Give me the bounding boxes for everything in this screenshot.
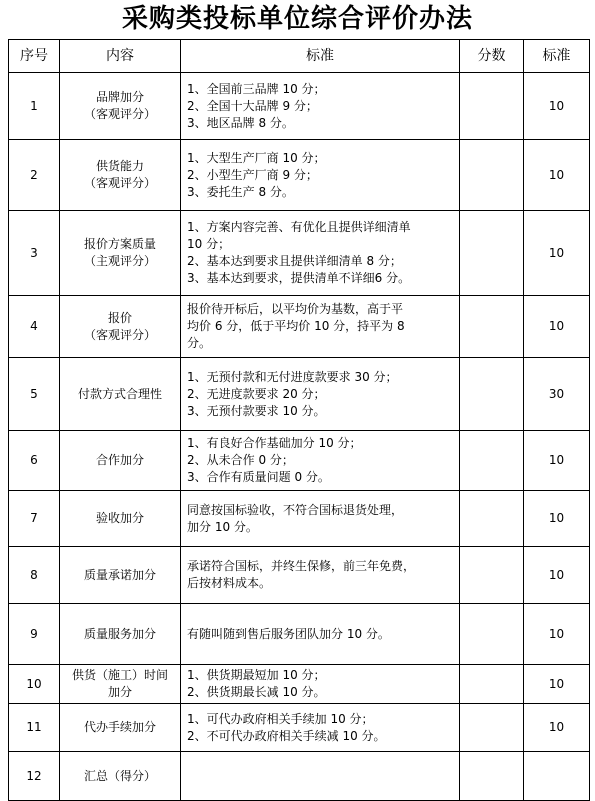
row-number: 3: [9, 211, 60, 296]
standard-line: 报价待开标后，以平均价为基数，高于平: [187, 302, 404, 316]
standard-line: 1、无预付款和无付进度款要求 30 分；: [187, 369, 398, 384]
score-cell[interactable]: [460, 752, 524, 801]
row-number: 5: [9, 358, 60, 431]
table-row: [9, 211, 590, 296]
max-score-cell: 10: [524, 491, 590, 547]
standard-line: 1、供货期最短加 10 分；: [187, 668, 326, 682]
row-number: 1: [9, 73, 60, 140]
standard-line: 承诺符合国标，并终生保修，前三年免费，: [187, 559, 416, 573]
row-content: [60, 491, 181, 547]
standard-line: 3、合作有质量问题 0 分。: [187, 470, 330, 484]
standard-line: 2、全国十大品牌 9 分；: [187, 98, 318, 113]
row-standard: [181, 140, 460, 211]
row-standard: [181, 547, 460, 604]
max-score-cell: 10: [524, 665, 590, 704]
row-content: [60, 604, 181, 665]
content-line: （客观评分）: [83, 176, 156, 190]
standard-line: 同意按国标验收，不符合国标退货处理，: [187, 502, 404, 517]
content-line: 报价方案质量: [83, 237, 156, 251]
max-score-cell: 10: [524, 211, 590, 296]
score-cell[interactable]: [460, 73, 524, 140]
row-number: 2: [9, 140, 60, 211]
score-cell[interactable]: [460, 547, 524, 604]
row-standard: [181, 296, 460, 358]
standard-line: 2、无进度款要求 20 分；: [187, 386, 326, 401]
standard-line: 加分 10 分。: [187, 519, 258, 534]
row-content: [60, 547, 181, 604]
max-score-cell: 10: [524, 604, 590, 665]
table-row: [9, 752, 590, 801]
standard-line: 1、全国前三品牌 10 分；: [187, 81, 326, 96]
header-content: 内容: [60, 40, 181, 73]
content-line: 品牌加分: [95, 90, 144, 104]
standard-line: 有随叫随到售后服务团队加分 10 分。: [187, 626, 390, 641]
row-number: 12: [9, 752, 60, 801]
score-cell[interactable]: [460, 211, 524, 296]
standard-line: 1、可代办政府相关手续加 10 分；: [187, 711, 374, 726]
table-row: [9, 73, 590, 140]
table-row: [9, 704, 590, 752]
table-row: [9, 604, 590, 665]
max-score-cell: 10: [524, 431, 590, 491]
row-content: [60, 358, 181, 431]
evaluation-table: [8, 39, 590, 801]
score-cell[interactable]: [460, 704, 524, 752]
content-line: 合作加分: [95, 453, 144, 467]
row-content: [60, 431, 181, 491]
row-number: 10: [9, 665, 60, 704]
row-standard: [181, 704, 460, 752]
row-number: 9: [9, 604, 60, 665]
standard-line: 10 分；: [187, 237, 231, 251]
standard-line: 3、无预付款要求 10 分。: [187, 403, 326, 418]
max-score-cell: [524, 752, 590, 801]
row-content: [60, 140, 181, 211]
score-cell[interactable]: [460, 296, 524, 358]
content-line: 加分: [107, 685, 132, 699]
row-number: 4: [9, 296, 60, 358]
row-number: 6: [9, 431, 60, 491]
header-max-score: 标准: [524, 40, 590, 73]
standard-line: 1、大型生产厂商 10 分；: [187, 150, 326, 165]
standard-line: 2、从未合作 0 分；: [187, 453, 294, 467]
row-standard: [181, 211, 460, 296]
table-row: [9, 491, 590, 547]
standard-line: 均价 6 分，低于平均价 10 分，持平为 8: [187, 319, 405, 333]
content-line: （主观评分）: [83, 254, 156, 268]
row-content: [60, 665, 181, 704]
standard-line: 3、委托生产 8 分。: [187, 184, 294, 199]
row-standard: [181, 752, 460, 801]
header-score: 分数: [460, 40, 524, 73]
row-content: [60, 296, 181, 358]
content-line: 付款方式合理性: [77, 386, 162, 401]
row-standard: [181, 431, 460, 491]
score-cell[interactable]: [460, 431, 524, 491]
row-standard: [181, 604, 460, 665]
content-line: 代办手续加分: [83, 720, 156, 734]
content-line: （客观评分）: [83, 107, 156, 121]
header-number: 序号: [9, 40, 60, 73]
score-cell[interactable]: [460, 358, 524, 431]
score-cell[interactable]: [460, 491, 524, 547]
max-score-cell: 10: [524, 704, 590, 752]
max-score-cell: 10: [524, 140, 590, 211]
standard-line: 3、基本达到要求，提供清单不详细6 分。: [187, 271, 411, 285]
content-line: 质量承诺加分: [83, 567, 156, 582]
max-score-cell: 10: [524, 296, 590, 358]
content-line: 验收加分: [95, 511, 144, 525]
table-row: [9, 140, 590, 211]
table-row: [9, 296, 590, 358]
standard-line: 1、有良好合作基础加分 10 分；: [187, 436, 362, 450]
row-number: 11: [9, 704, 60, 752]
standard-line: 2、不可代办政府相关手续减 10 分。: [187, 728, 386, 743]
standard-line: 2、小型生产厂商 9 分；: [187, 167, 318, 182]
standard-line: 分。: [187, 336, 212, 350]
content-line: 报价: [107, 310, 132, 325]
score-cell[interactable]: [460, 665, 524, 704]
row-standard: [181, 491, 460, 547]
content-line: 供货能力: [95, 159, 144, 173]
header-standard: 标准: [181, 40, 460, 73]
standard-line: 后按材料成本。: [187, 576, 272, 590]
row-content: [60, 211, 181, 296]
standard-line: 2、供货期最长减 10 分。: [187, 685, 326, 699]
standard-line: 3、地区品牌 8 分。: [187, 115, 294, 130]
score-cell[interactable]: [460, 604, 524, 665]
content-line: （客观评分）: [83, 327, 156, 342]
content-line: 汇总（得分）: [83, 768, 156, 783]
content-line: 质量服务加分: [83, 626, 156, 641]
row-content: [60, 73, 181, 140]
table-row: [9, 665, 590, 704]
max-score-cell: 30: [524, 358, 590, 431]
document-title: 采购类投标单位综合评价办法: [121, 4, 473, 34]
table-row: [9, 547, 590, 604]
score-cell[interactable]: [460, 140, 524, 211]
row-content: [60, 752, 181, 801]
header-row: [9, 40, 590, 73]
row-content: [60, 704, 181, 752]
row-standard: [181, 358, 460, 431]
row-standard: [181, 73, 460, 140]
max-score-cell: 10: [524, 547, 590, 604]
table-row: [9, 431, 590, 491]
standard-line: 1、方案内容完善、有优化且提供详细清单: [187, 220, 411, 234]
standard-line: 2、基本达到要求且提供详细清单 8 分；: [187, 254, 402, 268]
content-line: 供货（施工）时间: [71, 668, 168, 682]
row-number: 7: [9, 491, 60, 547]
row-standard: [181, 665, 460, 704]
table-row: [9, 358, 590, 431]
max-score-cell: 10: [524, 73, 590, 140]
row-number: 8: [9, 547, 60, 604]
